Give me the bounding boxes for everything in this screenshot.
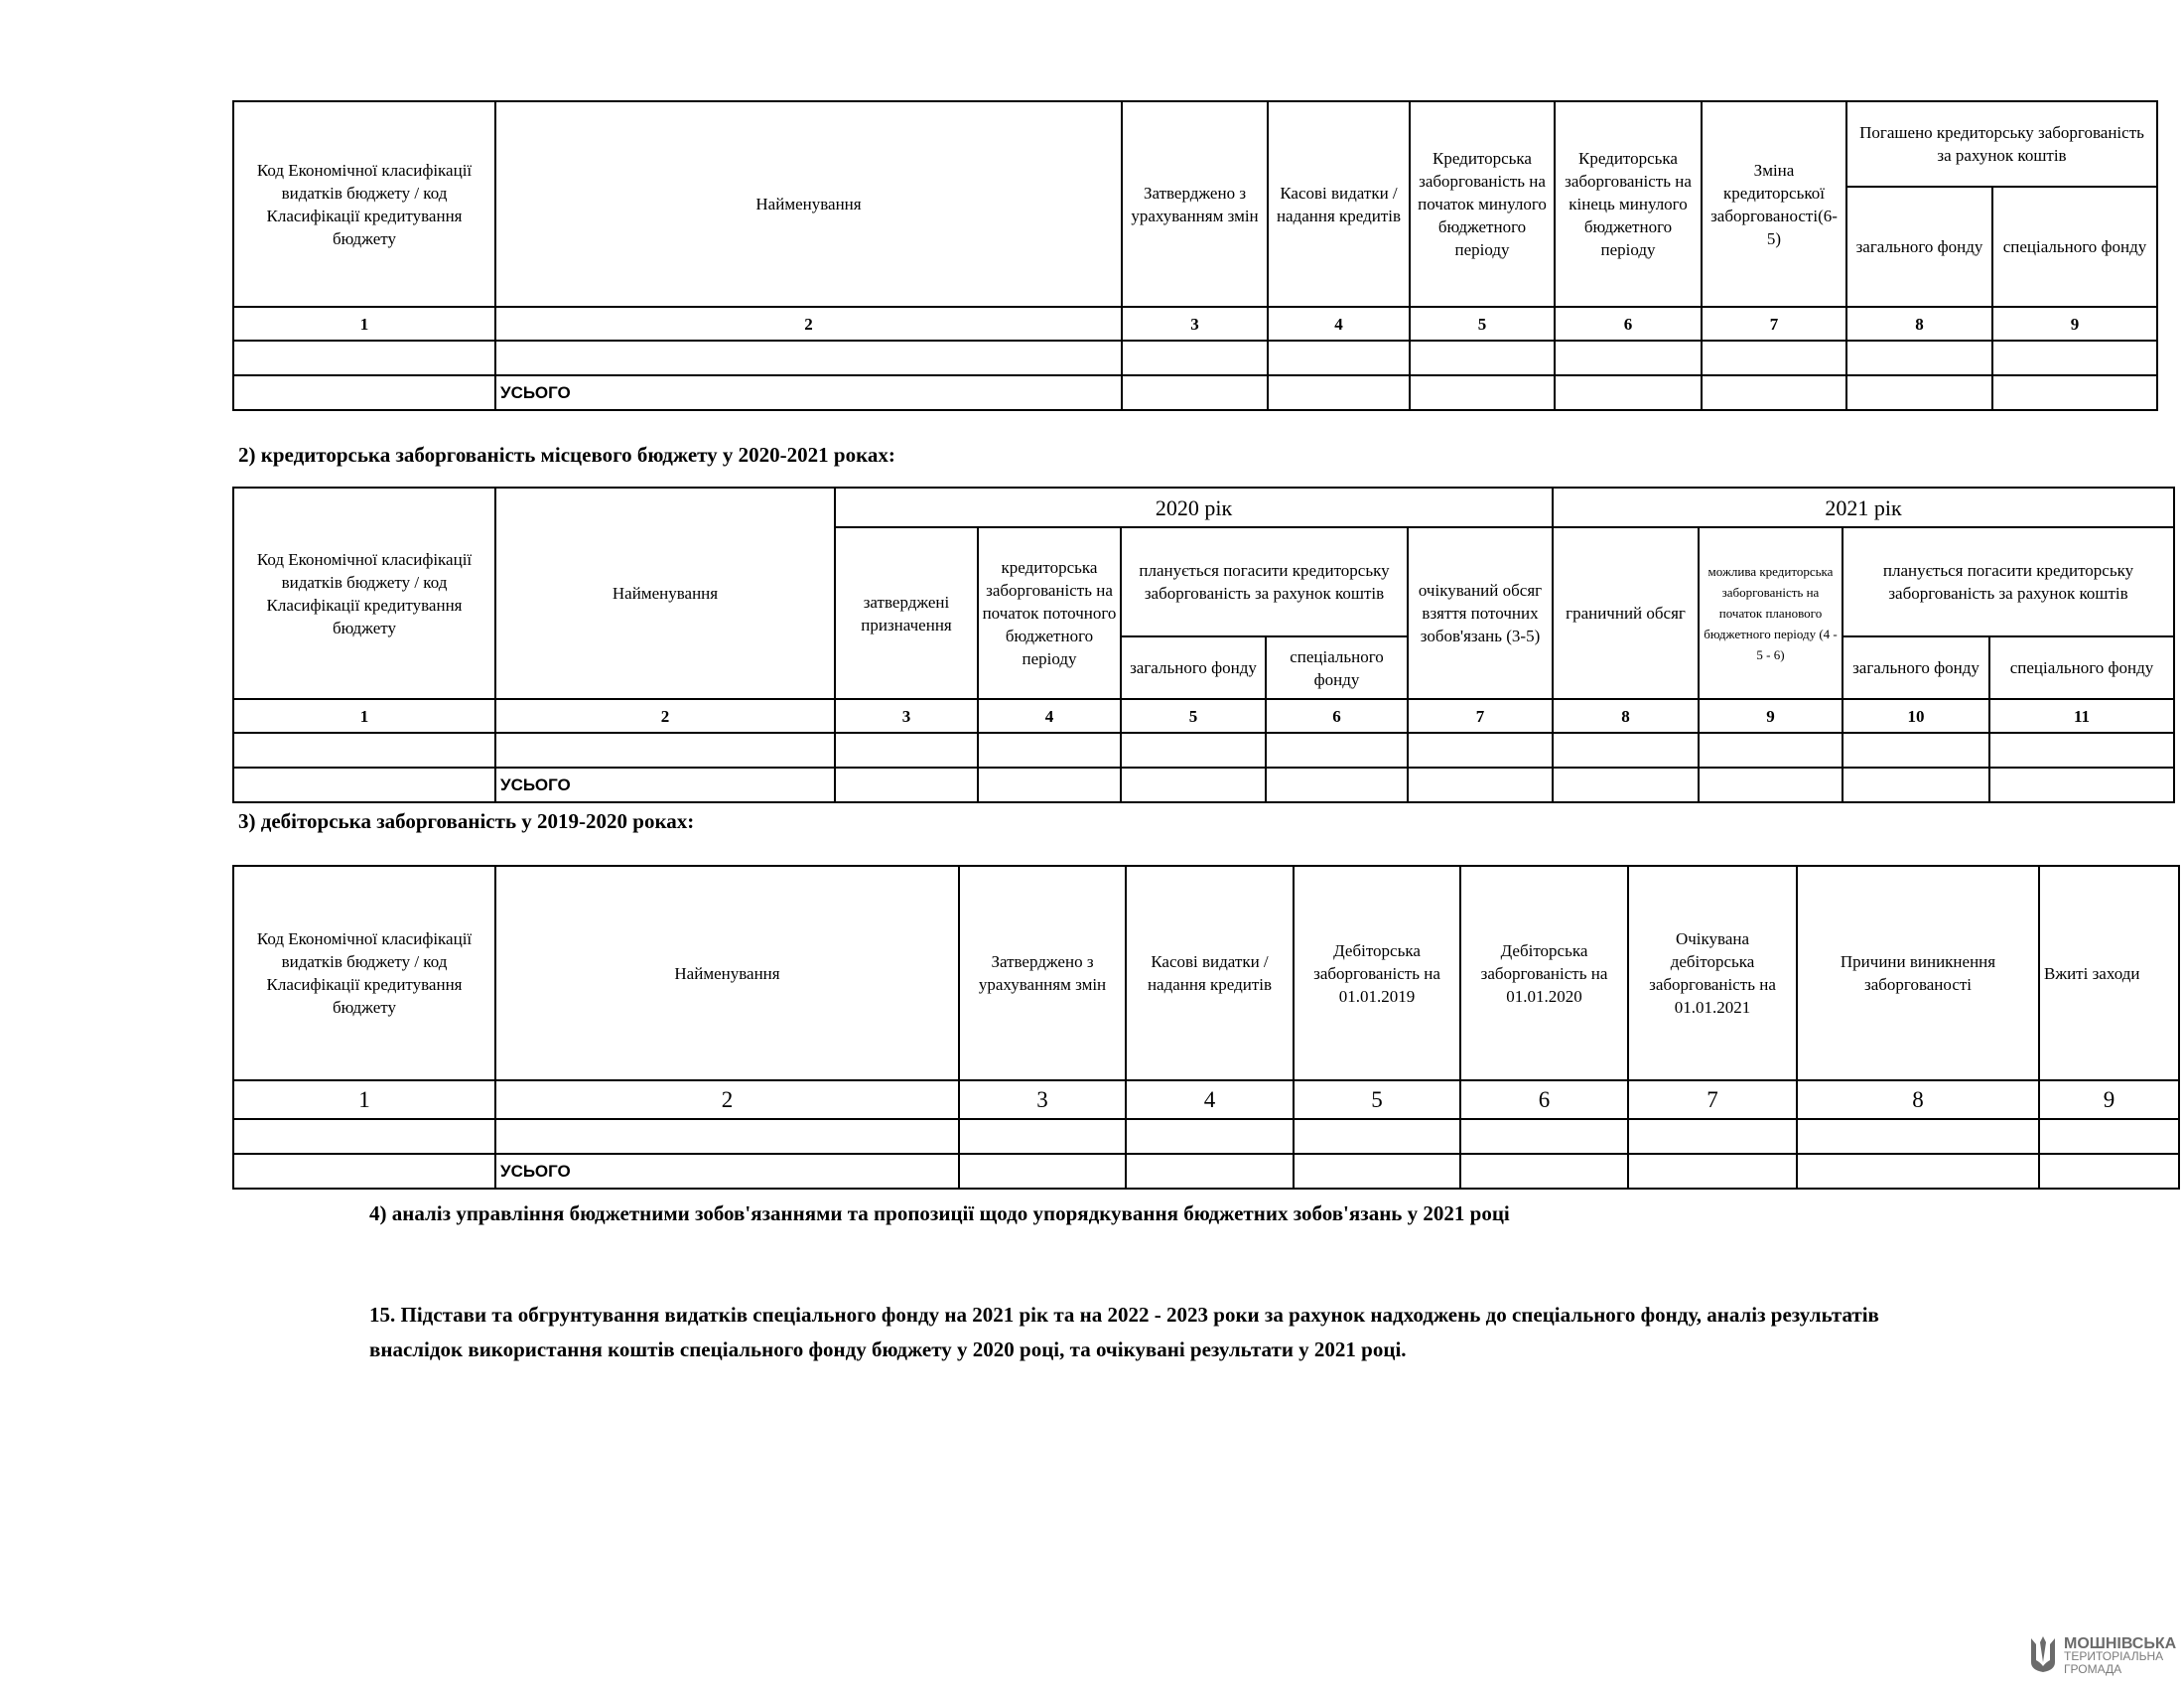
col-number: 4 bbox=[1126, 1080, 1294, 1119]
col-cash-header: Касові видатки / надання кредитів bbox=[1126, 866, 1294, 1080]
col-plan-repay-header: планується погасити кредиторську заборгованість за рахунок коштів bbox=[1121, 527, 1408, 636]
col-number: 9 bbox=[1699, 699, 1843, 733]
col-general-header: загального фонду bbox=[1121, 636, 1266, 699]
col-number: 3 bbox=[835, 699, 978, 733]
col-change-header: Зміна кредиторської заборгованості(6-5) bbox=[1702, 101, 1846, 307]
col-approved-header: Затверджено з урахуванням змін bbox=[1122, 101, 1268, 307]
col-number: 8 bbox=[1797, 1080, 2039, 1119]
col-number: 2 bbox=[495, 699, 835, 733]
col-cash-header: Касові видатки / надання кредитів bbox=[1268, 101, 1410, 307]
col-number: 2 bbox=[495, 1080, 959, 1119]
col-number: 7 bbox=[1702, 307, 1846, 341]
col-possible-debt-header: можлива кредиторська заборгованість на початок планового бюджетного періоду (4 - 5 - 6) bbox=[1699, 527, 1843, 699]
total-row bbox=[233, 768, 2174, 802]
col-number: 10 bbox=[1843, 699, 1989, 733]
trident-icon bbox=[2028, 1634, 2058, 1679]
col-name-header: Найменування bbox=[495, 488, 835, 699]
col-general-header: загального фонду bbox=[1846, 187, 1992, 307]
col-approved-header: затверджені призначення bbox=[835, 527, 978, 699]
total-row bbox=[233, 375, 2157, 410]
col-number: 4 bbox=[1268, 307, 1410, 341]
table-row bbox=[233, 1119, 2179, 1154]
logo-line-2: ТЕРИТОРІАЛЬНА bbox=[2064, 1649, 2164, 1663]
table3-container bbox=[232, 865, 2140, 1193]
col-special2-header: спеціального фонду bbox=[1989, 636, 2174, 699]
col-special-header: спеціального фонду bbox=[1266, 636, 1408, 699]
col-repaid-header: Погашено кредиторську заборгованість за рахунок коштів bbox=[1846, 101, 2157, 187]
creditor-debt-table-past bbox=[232, 100, 2158, 411]
section-heading-4: 4) аналіз управління бюджетними зобов'язаннями та пропозиції щодо упорядкування бюджетних зобов'язань у 2021 році bbox=[369, 1201, 1510, 1225]
col-number: 1 bbox=[233, 307, 495, 341]
total-label: УСЬОГО bbox=[495, 1154, 959, 1189]
col-number: 5 bbox=[1410, 307, 1555, 341]
col-name-header: Найменування bbox=[495, 101, 1122, 307]
col-number: 5 bbox=[1294, 1080, 1460, 1119]
total-label: УСЬОГО bbox=[495, 375, 1122, 410]
section-heading-15-line1: 15. Підстави та обгрунтування видатків спеціального фонду на 2021 рік та на 2022 - 2023 роки за рахунок надходжень до спеціального фонду, аналіз результатів bbox=[369, 1303, 1879, 1327]
section-heading-15-line2: внаслідок використання коштів спеціального фонду бюджету у 2020 році, та очікувані результати у 2021 році. bbox=[369, 1337, 1407, 1361]
col-general2-header: загального фонду bbox=[1843, 636, 1989, 699]
col-code-header: Код Економічної класифікації видатків бюджету / код Класифікації кредитування бюджету bbox=[233, 101, 495, 307]
col-number: 9 bbox=[2039, 1080, 2179, 1119]
col-number: 8 bbox=[1553, 699, 1699, 733]
table-row bbox=[233, 733, 2174, 768]
table2-container bbox=[232, 487, 2154, 808]
col-deb2020-header: Дебіторська заборгованість на 01.01.2020 bbox=[1460, 866, 1628, 1080]
col-number: 6 bbox=[1266, 699, 1408, 733]
col-reasons-header: Причини виникнення заборгованості bbox=[1797, 866, 2039, 1080]
total-row bbox=[233, 1154, 2179, 1189]
col-limit-header: граничний обсяг bbox=[1553, 527, 1699, 699]
col-debt-start-header: Кредиторська заборгованість на початок минулого бюджетного періоду bbox=[1410, 101, 1555, 307]
col-number: 4 bbox=[978, 699, 1121, 733]
col-number: 6 bbox=[1460, 1080, 1628, 1119]
col-number: 5 bbox=[1121, 699, 1266, 733]
year-2021-header: 2021 рік bbox=[1553, 488, 2174, 527]
col-number: 8 bbox=[1846, 307, 1992, 341]
section-heading-3: 3) дебіторська заборгованість у 2019-2020 роках: bbox=[238, 809, 695, 833]
col-approved-header: Затверджено з урахуванням змін bbox=[959, 866, 1126, 1080]
col-deb2021-header: Очікувана дебіторська заборгованість на 01.01.2021 bbox=[1628, 866, 1797, 1080]
col-plan-repay2-header: планується погасити кредиторську заборгованість за рахунок коштів bbox=[1843, 527, 2174, 636]
col-name-header: Найменування bbox=[495, 866, 959, 1080]
col-number: 6 bbox=[1555, 307, 1702, 341]
section-15-container bbox=[369, 1303, 2070, 1372]
col-deb2019-header: Дебіторська заборгованість на 01.01.2019 bbox=[1294, 866, 1460, 1080]
col-number: 1 bbox=[233, 699, 495, 733]
section-heading-2: 2) кредиторська заборгованість місцевого бюджету у 2020-2021 роках: bbox=[238, 443, 895, 467]
col-code-header: Код Економічної класифікації видатків бюджету / код Класифікації кредитування бюджету bbox=[233, 488, 495, 699]
community-logo bbox=[2028, 1634, 2176, 1679]
total-label: УСЬОГО bbox=[495, 768, 835, 802]
col-number: 1 bbox=[233, 1080, 495, 1119]
col-debt-start-header: кредиторська заборгованість на початок поточного бюджетного періоду bbox=[978, 527, 1121, 699]
col-code-header: Код Економічної класифікації видатків бюджету / код Класифікації кредитування бюджету bbox=[233, 866, 495, 1080]
col-number: 3 bbox=[1122, 307, 1268, 341]
year-2020-header: 2020 рік bbox=[835, 488, 1553, 527]
col-debt-end-header: Кредиторська заборгованість на кінець минулого бюджетного періоду bbox=[1555, 101, 1702, 307]
logo-line-1: МОШНІВСЬКА bbox=[2064, 1635, 2177, 1652]
debtor-debt-table bbox=[232, 865, 2180, 1190]
col-expected-header: очікуваний обсяг взяття поточних зобов'язань (3-5) bbox=[1408, 527, 1553, 699]
logo-line-3: ГРОМАДА bbox=[2064, 1662, 2122, 1676]
col-number: 7 bbox=[1628, 1080, 1797, 1119]
col-special-header: спеціального фонду bbox=[1992, 187, 2157, 307]
col-number: 9 bbox=[1992, 307, 2157, 341]
col-number: 7 bbox=[1408, 699, 1553, 733]
table1-container bbox=[232, 100, 2147, 422]
creditor-debt-table-2020-2021 bbox=[232, 487, 2175, 803]
col-number: 11 bbox=[1989, 699, 2174, 733]
col-number: 2 bbox=[495, 307, 1122, 341]
col-number: 3 bbox=[959, 1080, 1126, 1119]
col-measures-header: Вжиті заходи bbox=[2039, 866, 2179, 1080]
table-row bbox=[233, 341, 2157, 375]
